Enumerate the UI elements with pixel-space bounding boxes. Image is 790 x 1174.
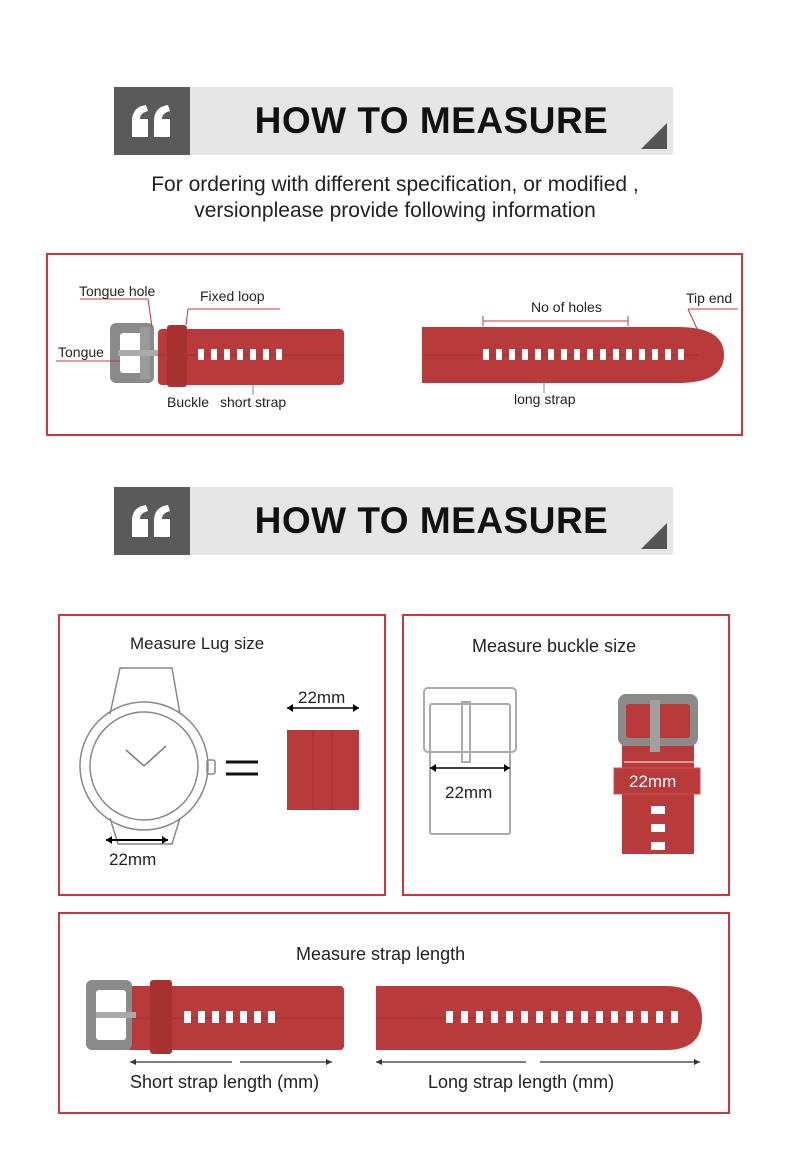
banner-title: HOW TO MEASURE xyxy=(254,500,609,541)
lug-size-title: Measure Lug size xyxy=(130,634,265,653)
ordering-instructions xyxy=(0,172,790,224)
label-no-of-holes: No of holes xyxy=(531,299,602,315)
label-fixed-loop: Fixed loop xyxy=(200,288,265,304)
corner-triangle-icon xyxy=(641,523,667,549)
label-tip-end: Tip end xyxy=(686,290,733,306)
quote-icon xyxy=(114,87,190,155)
label-tongue: Tongue xyxy=(58,344,104,360)
label-long-strap: long strap xyxy=(514,391,576,407)
watch-width-label: 22mm xyxy=(109,850,157,869)
strap-width-label: 22mm xyxy=(298,688,346,707)
lug-size-panel xyxy=(58,614,386,896)
strap-length-panel xyxy=(58,912,730,1114)
strap-parts-diagram xyxy=(48,255,741,434)
banner-title: HOW TO MEASURE xyxy=(254,100,609,141)
instructions-line-1: For ordering with different specification, or modified , xyxy=(151,173,639,196)
long-strap-length-label: Long strap length (mm) xyxy=(428,1072,615,1092)
corner-triangle-icon xyxy=(641,123,667,149)
fixed-loop xyxy=(167,325,187,387)
strap-piece xyxy=(287,730,359,810)
quote-icon xyxy=(114,487,190,555)
buckle-diagram xyxy=(404,616,728,894)
instructions-line-2: versionplease provide following information xyxy=(194,199,596,222)
label-tongue-hole: Tongue hole xyxy=(79,283,156,299)
label-short-strap: short strap xyxy=(220,394,287,410)
short-strap-length-label: Short strap length (mm) xyxy=(130,1072,320,1092)
buckle-strap-width-label: 22mm xyxy=(629,772,677,791)
header-banner-2 xyxy=(114,487,673,555)
strap-length-title: Measure strap length xyxy=(296,944,466,964)
strap-parts-panel xyxy=(46,253,743,436)
buckle-outline-width-label: 22mm xyxy=(445,783,493,802)
header-banner xyxy=(114,87,673,155)
buckle-size-title: Measure buckle size xyxy=(472,636,637,656)
buckle-size-panel xyxy=(402,614,730,896)
label-buckle: Buckle xyxy=(167,394,210,410)
tongue xyxy=(118,350,158,356)
